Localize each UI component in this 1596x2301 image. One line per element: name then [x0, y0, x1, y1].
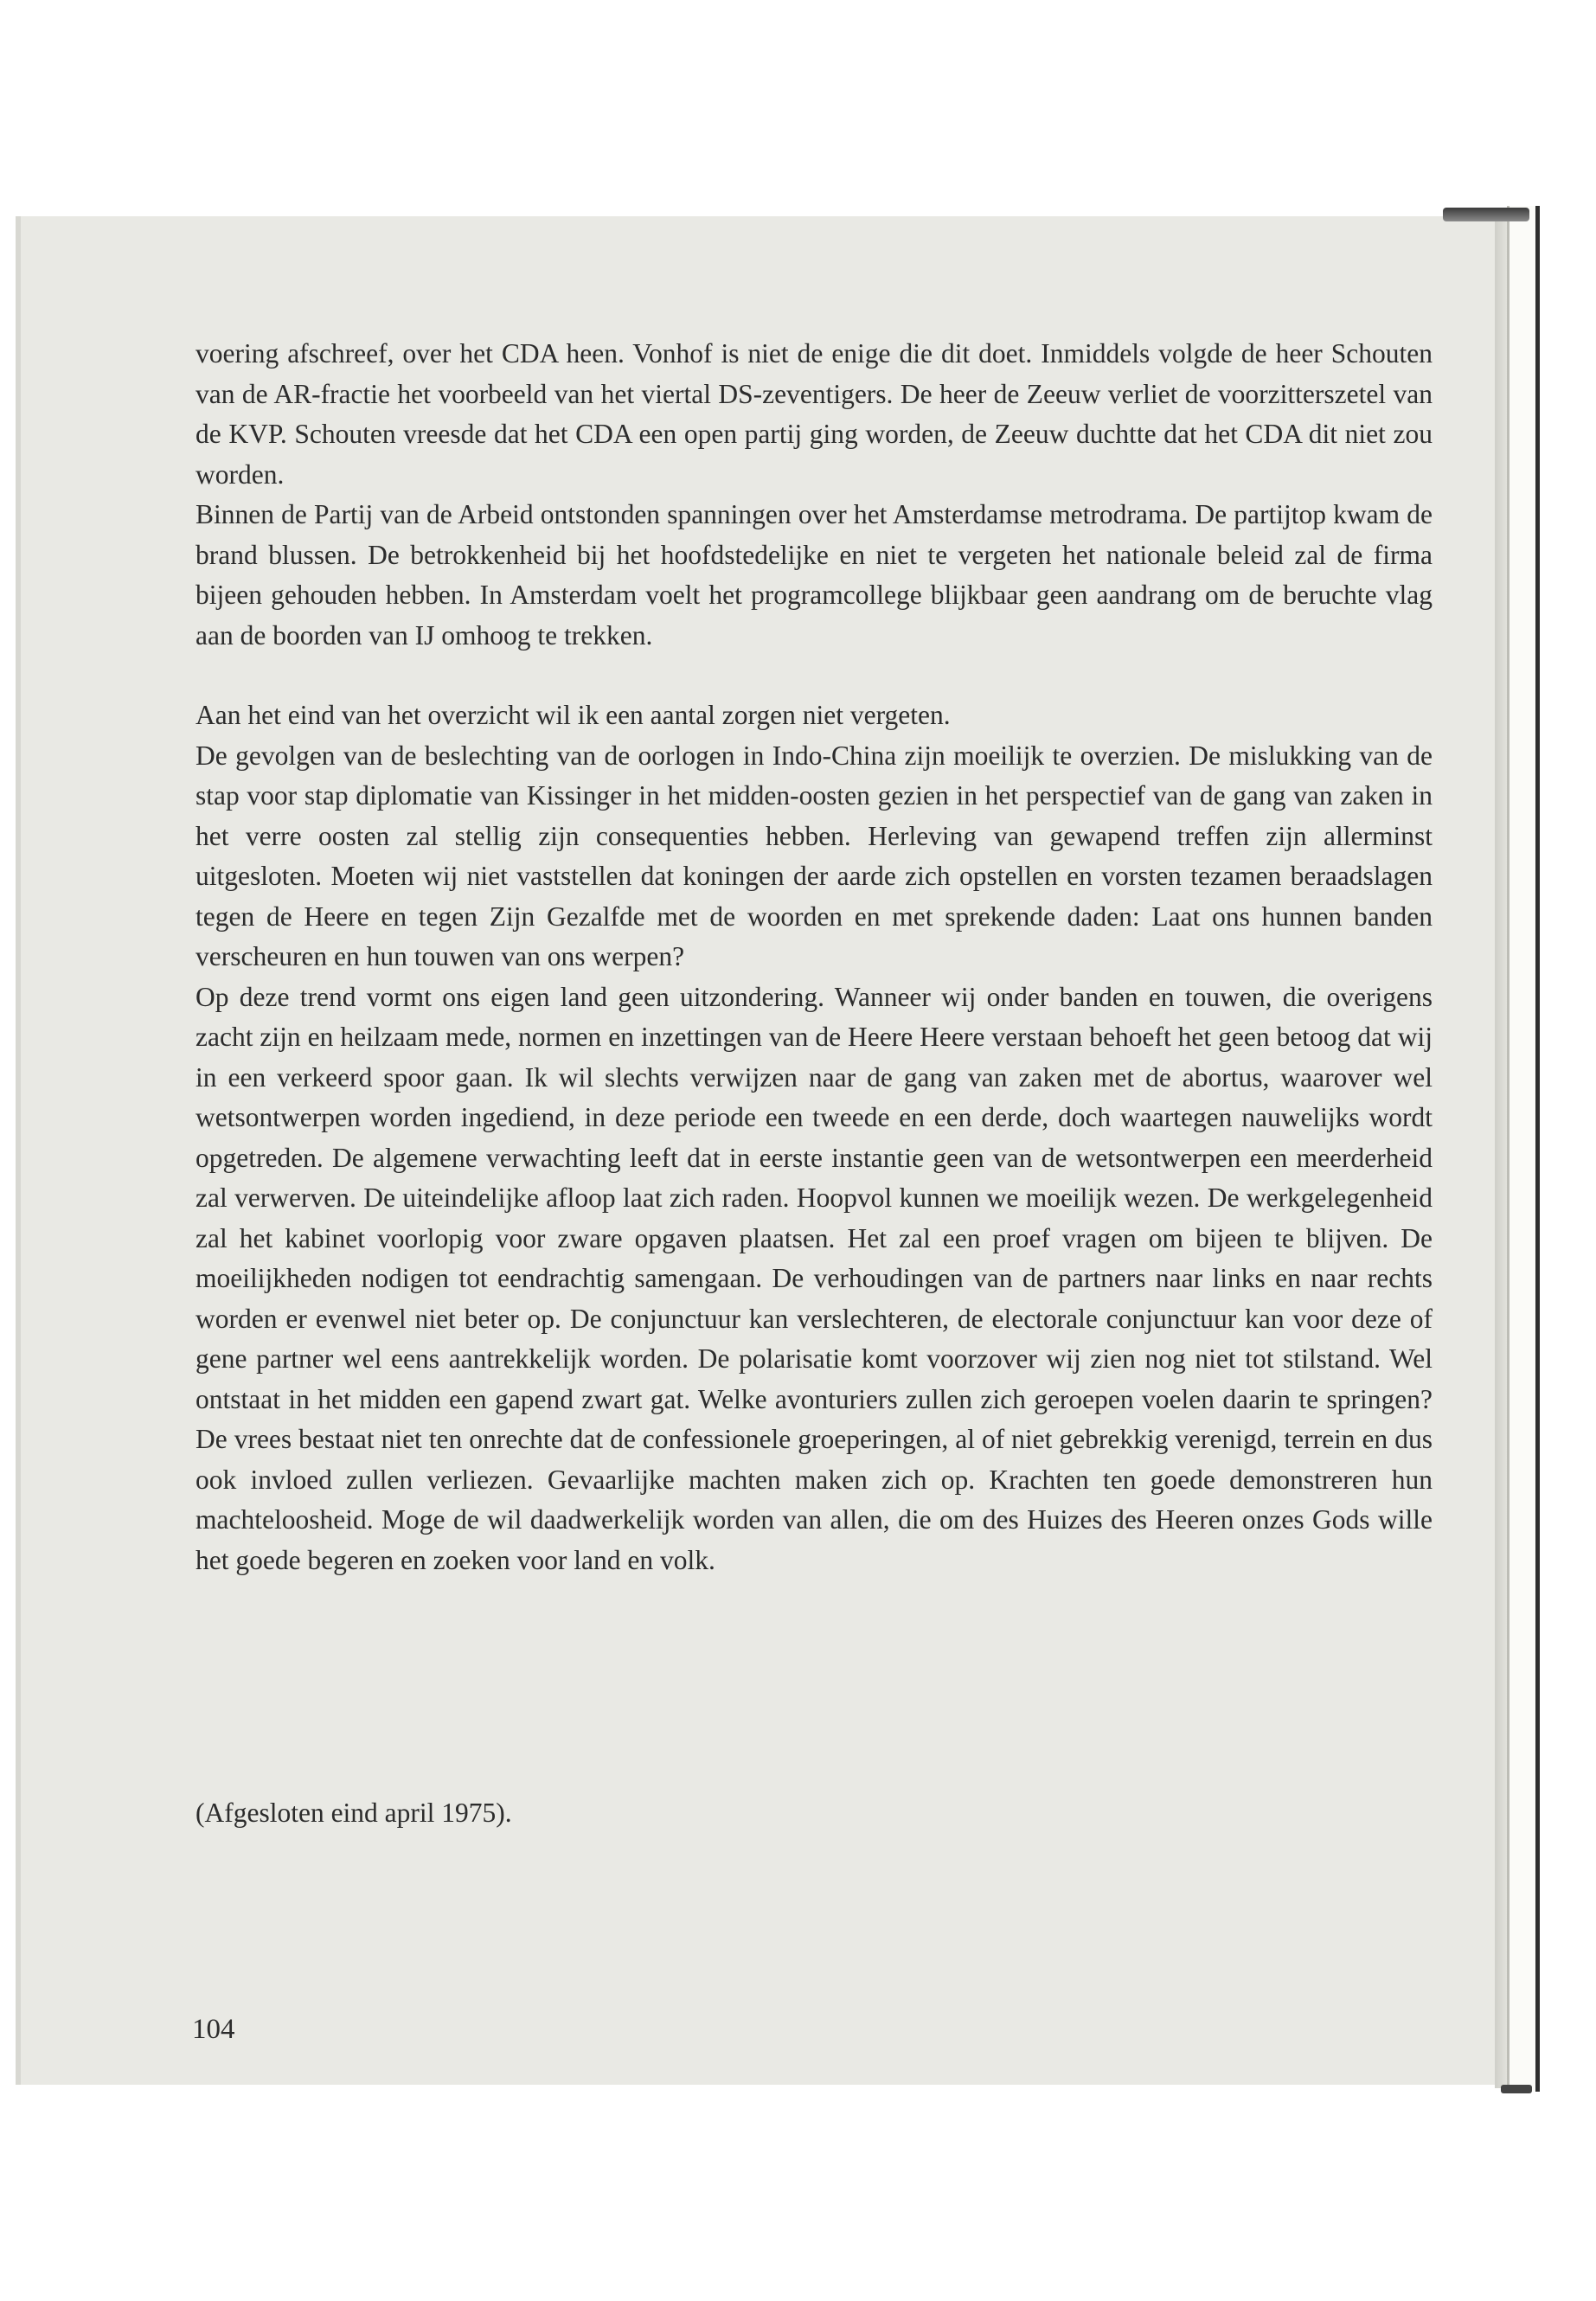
- page-number: 104: [192, 2014, 235, 2045]
- book-edge-cap-bottom: [1501, 2085, 1532, 2093]
- book-edge: [1507, 206, 1540, 2092]
- page-gutter-shadow: [1495, 213, 1507, 2088]
- closing-note: (Afgesloten eind april 1975).: [195, 1798, 512, 1828]
- paragraph-1: voering afschreef, over het CDA heen. Vonhof is niet de enige die dit doet. Inmiddels volgde de heer Schouten van de AR-fractie het voorbeeld van het viertal DS-zeventigers. De heer de Zeeuw verliet de voorzitterszetel van de KVP. Schouten vreesde dat het CDA een open partij ging worden, de Zeeuw duchtte dat het CDA dit niet zou worden.: [195, 338, 1433, 490]
- paragraph-3: Aan het eind van het overzicht wil ik een aantal zorgen niet vergeten.: [195, 700, 951, 730]
- book-edge-cap-top: [1443, 208, 1529, 221]
- paragraph-4: De gevolgen van de beslechting van de oorlogen in Indo-China zijn moeilijk te overzien. De mislukking van de stap voor stap diplomatie van Kissinger in het midden-oosten gezien in het perspectief van de gang van zaken in het verre oosten zal stellig zijn consequenties hebben. Herleving van gewapend treffen zijn allerminst uitgesloten. Moeten wij niet vaststellen dat koningen der aarde zich opstellen en vorsten tezamen beraadslagen tegen de Heere en tegen Zijn Gezalfde met de woorden en met sprekende daden: Laat ons hunnen banden verscheuren en hun touwen van ons werpen?: [195, 740, 1433, 971]
- paragraph-gap: [195, 656, 1433, 695]
- paragraph-5: Op deze trend vormt ons eigen land geen uitzondering. Wanneer wij onder banden en touwen, die overigens zacht zijn en heilzaam mede, normen en inzettingen van de Heere Heere verstaan behoeft het geen betoog dat wij in een verkeerd spoor gaan. Ik wil slechts verwijzen naar de gang van zaken met de abortus, waarover wel wetsontwerpen worden ingediend, in deze periode een tweede en een derde, doch waartegen nauwelijks wordt opgetreden. De algemene verwachting leeft dat in eerste instantie geen van de wetsontwerpen een meerderheid zal verwerven. De uiteindelijke afloop laat zich raden. Hoopvol kunnen we moeilijk wezen. De werkgelegenheid zal het kabinet voorlopig voor zware opgaven plaatsen. Het zal een proef vragen om bijeen te blijven. De moeilijkheden nodigen tot eendrachtig samengaan. De verhoudingen van de partners naar links en naar rechts worden er evenwel niet beter op. De conjunctuur kan verslechteren, de electorale conjunctuur kan voor deze of gene partner wel eens aantrekkelijk worden. De polarisatie komt voorzover wij zien nog niet tot stilstand. Wel ontstaat in het midden een gapend zwart gat. Welke avonturiers zullen zich geroepen voelen daarin te springen? De vrees bestaat niet ten onrechte dat de confessionele groeperingen, al of niet gebrekkig verenigd, terrein en dus ook invloed zullen verliezen. Gevaarlijke machten maken zich op. Krachten ten goede demonstreren hun machteloosheid. Moge de wil daadwerkelijk worden van allen, die om des Huizes des Heeren onzes Gods wille het goede begeren en zoeken voor land en volk.: [195, 981, 1433, 1575]
- body-text: [195, 334, 1433, 1580]
- paragraph-2: Binnen de Partij van de Arbeid ontstonden spanningen over het Amsterdamse metrodrama. De partijtop kwam de brand blussen. De betrokkenheid bij het hoofdstedelijke en niet te vergeten het nationale beleid zal de firma bijeen gehouden hebben. In Amsterdam voelt het programcollege blijkbaar geen aandrang om de beruchte vlag aan de boorden van IJ omhoog te trekken.: [195, 499, 1433, 651]
